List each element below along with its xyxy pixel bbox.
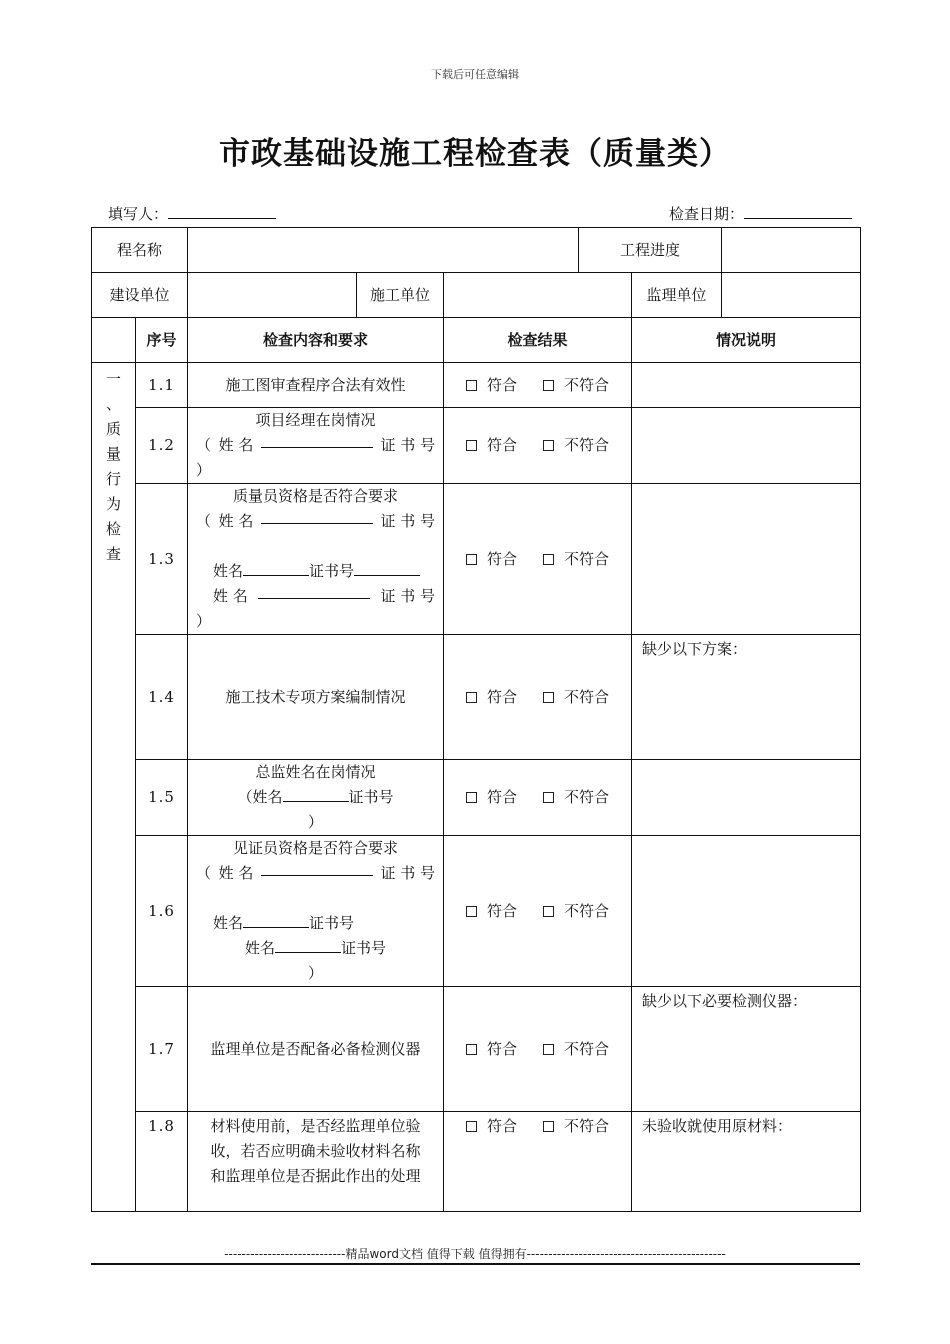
checkbox-icon[interactable] [466,692,477,703]
filler-field [108,203,276,224]
progress-label: 工程进度 [579,228,722,273]
header-note: 情况说明 [632,318,861,363]
builder-value[interactable] [188,273,357,318]
table-row [92,484,861,635]
content-cell: 质量员资格是否符合要求 （ 姓 名 证 书 号 姓名 证书号 姓 名 证 书 号 ） [188,484,444,635]
check-yes[interactable]: 符合 [466,547,517,572]
checkbox-icon[interactable] [466,380,477,391]
category-cell [92,363,136,1212]
constructor-label: 施工单位 [357,273,444,318]
result-cell [444,484,632,635]
seq-cell: 1.7 [136,987,188,1112]
result-cell [444,408,632,484]
note-cell[interactable]: 缺少以下方案： [632,635,861,760]
seq-cell: 1.8 [136,1112,188,1212]
checkbox-icon[interactable] [543,1121,554,1132]
category-char: 查 [105,545,121,563]
footer-text: ----------------------------精品word文档 值得下载 值得拥有---------------------------------------------- [224,1247,726,1261]
project-name-value[interactable] [188,228,579,273]
checkbox-icon[interactable] [543,906,554,917]
table-row [92,760,861,836]
date-blank[interactable] [744,204,852,219]
content-cell: 材料使用前，是否经监理单位验 收，若否应明确未验收材料名称 和监理单位是否据此作出的处理 [188,1112,444,1212]
constructor-value[interactable] [444,273,632,318]
footer-divider [91,1263,860,1265]
inspection-table [91,227,861,1212]
category-char: 检 [105,520,121,538]
result-cell [444,635,632,760]
content-cell: 项目经理在岗情况 （ 姓 名 证 书 号 ） [188,408,444,484]
note-cell[interactable] [632,760,861,836]
result-cell [444,363,632,408]
content-cell: 监理单位是否配备必备检测仪器 [188,987,444,1112]
table-row [92,363,861,408]
note-cell[interactable] [632,484,861,635]
checkbox-icon[interactable] [466,1044,477,1055]
check-no[interactable]: 不符合 [543,685,609,710]
checkbox-icon[interactable] [466,906,477,917]
seq-cell: 1.4 [136,635,188,760]
header-result: 检查结果 [444,318,632,363]
content-cell: 施工技术专项方案编制情况 [188,635,444,760]
check-no[interactable]: 不符合 [543,1037,609,1062]
checkbox-icon[interactable] [543,440,554,451]
note-cell[interactable]: 未验收就使用原材料： [632,1112,861,1212]
check-no[interactable]: 不符合 [543,373,609,398]
result-cell [444,987,632,1112]
category-char: 质 [105,420,121,438]
table-row [92,987,861,1112]
content-cell: 总监姓名在岗情况 （姓名 证书号 ） [188,760,444,836]
category-char: 一 [105,370,121,388]
checkbox-icon[interactable] [543,554,554,565]
filler-blank[interactable] [168,204,276,219]
page-title: 市政基础设施工程检查表（质量类） [219,136,731,172]
checkbox-icon[interactable] [466,554,477,565]
category-char: 量 [105,445,121,463]
seq-cell: 1.2 [136,408,188,484]
result-cell [444,1112,632,1212]
check-yes[interactable]: 符合 [466,1114,517,1139]
category-char: 、 [105,395,121,413]
note-cell[interactable] [632,408,861,484]
result-cell [444,760,632,836]
project-name-label: 程名称 [92,228,188,273]
check-no[interactable]: 不符合 [543,785,609,810]
content-cell: 见证员资格是否符合要求 （ 姓 名 证 书 号 姓名 证书号 姓名 证书号 ） [188,836,444,987]
check-no[interactable]: 不符合 [543,899,609,924]
seq-cell: 1.3 [136,484,188,635]
checkbox-icon[interactable] [543,792,554,803]
header-content: 检查内容和要求 [188,318,444,363]
info-row-2 [92,273,861,318]
table-row [92,1112,861,1212]
check-yes[interactable]: 符合 [466,1037,517,1062]
result-cell [444,836,632,987]
checkbox-icon[interactable] [543,380,554,391]
table-row [92,635,861,760]
category-char: 行 [105,470,121,488]
header-seq: 序号 [136,318,188,363]
filler-label: 填写人： [108,205,169,223]
seq-cell: 1.1 [136,363,188,408]
checkbox-icon[interactable] [466,1121,477,1132]
seq-cell: 1.5 [136,760,188,836]
seq-cell: 1.6 [136,836,188,987]
progress-value[interactable] [722,228,861,273]
supervisor-value[interactable] [722,273,861,318]
checkbox-icon[interactable] [543,692,554,703]
check-yes[interactable]: 符合 [466,785,517,810]
category-char: 为 [105,495,121,513]
date-field [669,203,852,224]
checkbox-icon[interactable] [543,1044,554,1055]
builder-label: 建设单位 [92,273,188,318]
check-yes[interactable]: 符合 [466,899,517,924]
check-yes[interactable]: 符合 [466,685,517,710]
check-no[interactable]: 不符合 [543,1114,609,1139]
checkbox-icon[interactable] [466,440,477,451]
check-yes[interactable]: 符合 [466,433,517,458]
table-row [92,836,861,987]
check-no[interactable]: 不符合 [543,433,609,458]
note-cell[interactable] [632,836,861,987]
checkbox-icon[interactable] [466,792,477,803]
supervisor-label: 监理单位 [632,273,722,318]
header-note: 下载后可任意编辑 [431,68,519,81]
content-cell: 施工图审查程序合法有效性 [188,363,444,408]
date-label: 检查日期： [668,205,744,223]
header-row [92,318,861,363]
note-cell[interactable] [632,363,861,408]
info-row-1 [92,228,861,273]
table-row [92,408,861,484]
note-cell[interactable]: 缺少以下必要检测仪器： [632,987,861,1112]
header-blank [92,318,136,363]
check-yes[interactable]: 符合 [466,373,517,398]
check-no[interactable]: 不符合 [543,547,609,572]
